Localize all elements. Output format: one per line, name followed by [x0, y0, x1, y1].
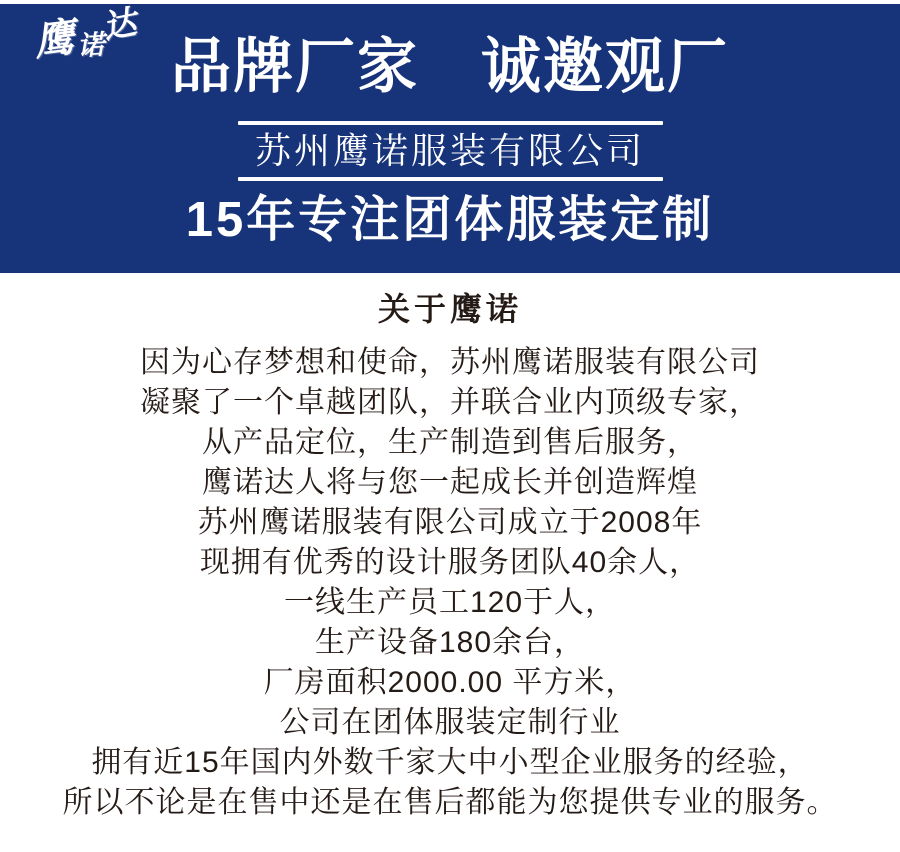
logo-char-nuo: 诺 [76, 29, 106, 62]
logo-char-ying: 鹰 [31, 15, 77, 65]
about-text [0, 343, 900, 823]
about-line: 现拥有优秀的设计服务团队40余人， [199, 546, 701, 579]
about-line: 拥有近15年国内外数千家大中小型企业服务的经验， [91, 746, 809, 779]
about-line: 所以不论是在售中还是在售后都能为您提供专业的服务。 [62, 786, 838, 819]
about-line: 因为心存梦想和使命，苏州鹰诺服装有限公司 [140, 346, 760, 379]
company-name: 苏州鹰诺服装有限公司 [254, 130, 645, 171]
logo-char-da: 达 [99, 2, 140, 46]
brand-logo [31, 2, 140, 65]
about-line: 鹰诺达人将与您一起成长并创造辉煌 [202, 466, 698, 499]
about-line: 厂房面积2000.00 平方米， [263, 666, 637, 699]
divider-line-bottom [238, 177, 663, 181]
about-line: 生产设备180余台， [314, 626, 586, 659]
banner [0, 4, 900, 273]
about-heading: 关于鹰诺 [377, 291, 522, 327]
banner-title: 品牌厂家 诚邀观厂 [171, 33, 729, 100]
about-line: 公司在团体服装定制行业 [279, 706, 621, 739]
banner-slogan: 15年专注团体服装定制 [185, 193, 715, 247]
about-line: 从产品定位，生产制造到售后服务， [202, 426, 698, 459]
about-section [0, 291, 900, 823]
about-line: 凝聚了一个卓越团队，并联合业内顶级专家， [140, 386, 760, 419]
about-line: 苏州鹰诺服装有限公司成立于2008年 [197, 506, 703, 539]
about-line: 一线生产员工120于人， [283, 586, 617, 619]
